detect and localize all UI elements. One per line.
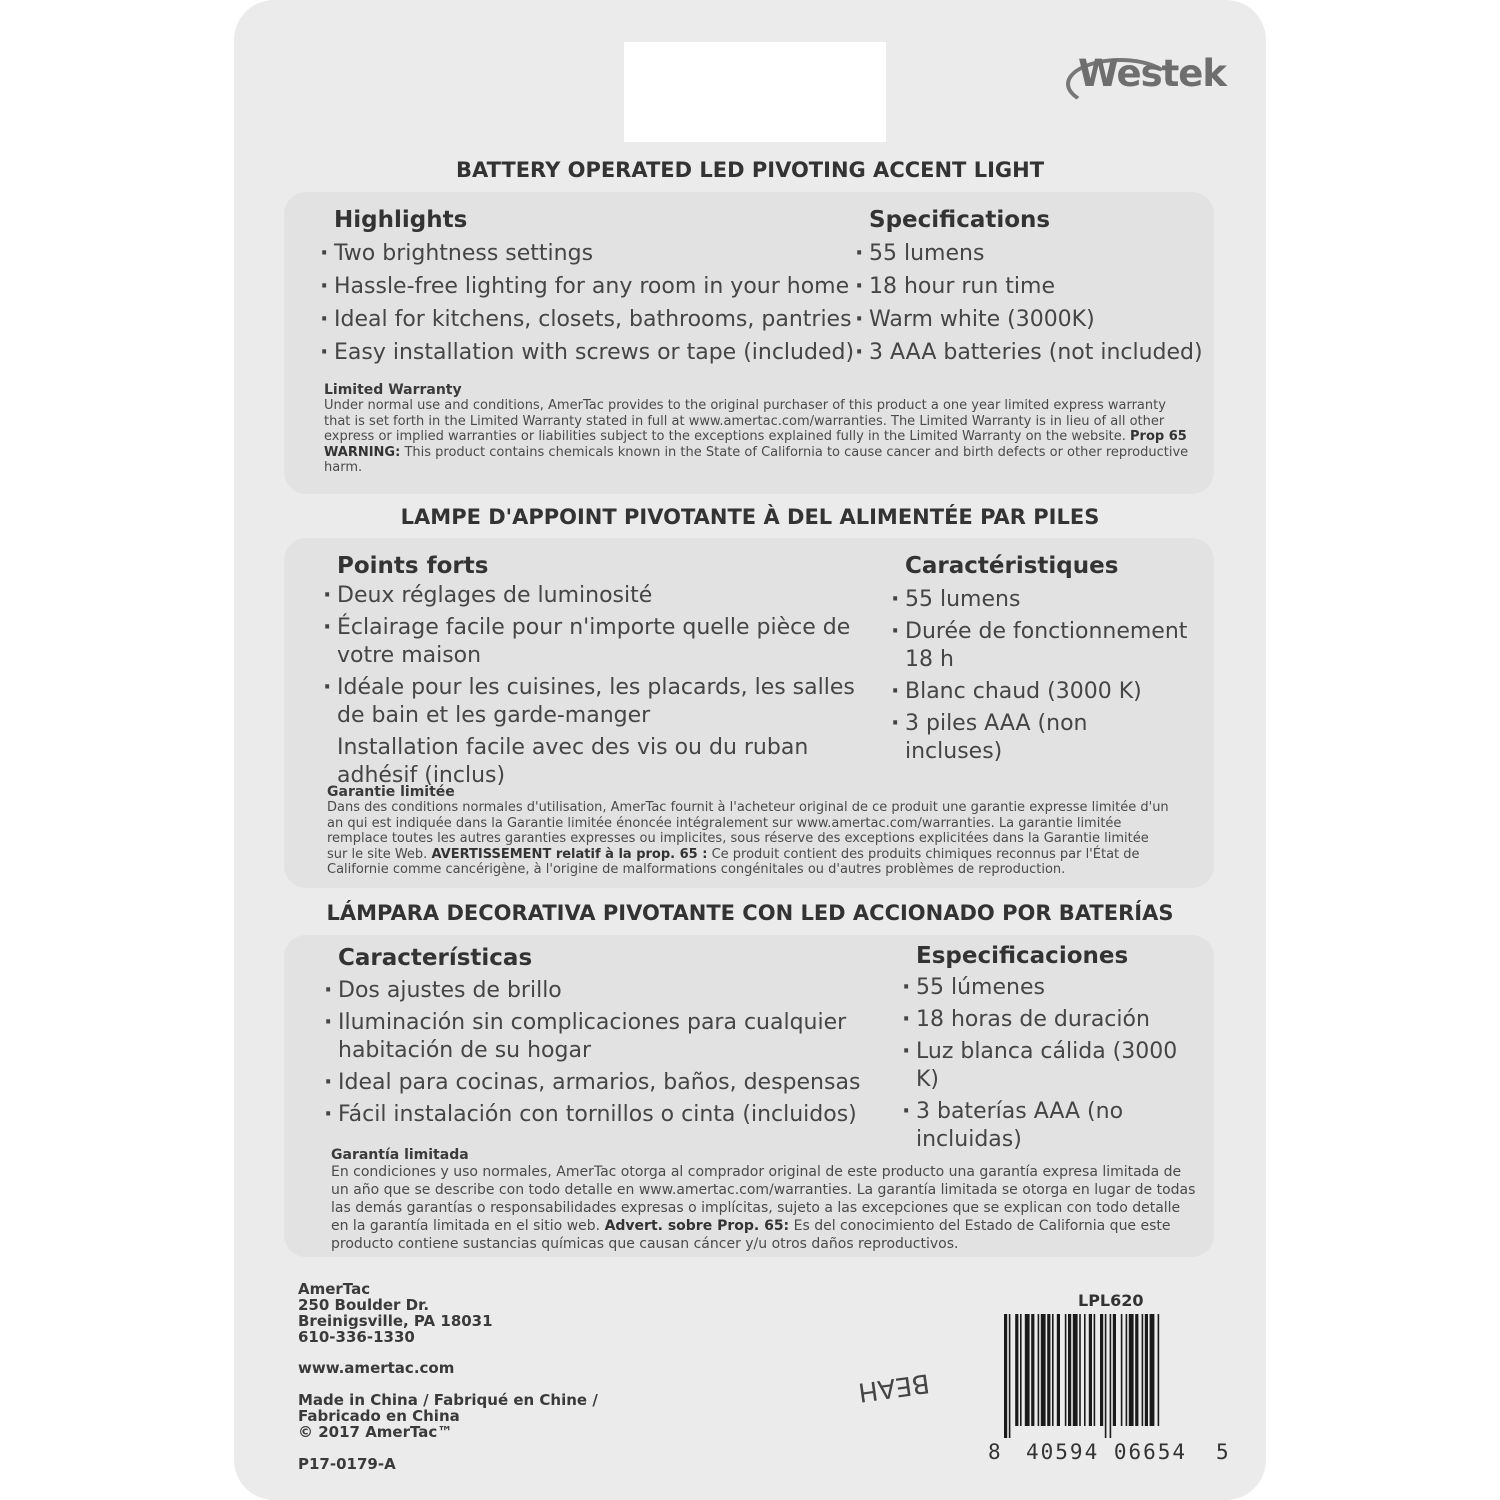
barcode-bar (1009, 1314, 1011, 1438)
barcode-bar (1068, 1314, 1071, 1426)
list-item: · 55 lúmenes (902, 974, 1202, 1002)
list-item: · Ideal para cocinas, armarios, baños, despensas (324, 1069, 884, 1097)
prop65-text: This product contains chemicals known in the State of California to cause cancer and birth defects or other reproductive harm. (324, 444, 1189, 475)
part-code: P17-0179-A (298, 1455, 396, 1473)
barcode-digits: 40594 06654 (1026, 1440, 1188, 1464)
list-item: · Iluminación sin complicaciones para cualquier habitación de su hogar (324, 1009, 884, 1065)
fr-specs-heading: Caractéristiques (905, 553, 1119, 579)
barcode-bar (1145, 1314, 1148, 1426)
list-item: · 3 baterías AAA (no incluidas) (902, 1098, 1202, 1154)
barcode-bar (1004, 1314, 1007, 1438)
barcode-bar (1073, 1314, 1078, 1426)
warranty-body: En condiciones y uso normales, AmerTac otorga al comprador original de este producto una garantía expresa limitada de un año que se describe con todo detalle en www.amertac.com/warranties. La garantía limitada se otorga en lugar de todas las demás garantías o responsabilidades expresas o implícitas, sujeto a las excepciones que se explican con todo detalle en la garantía limitada en el sitio web. (331, 1164, 1196, 1234)
list-item: · 55 lumens (855, 237, 1210, 270)
es-warranty-text (331, 1163, 1196, 1253)
list-item: · Luz blanca cálida (3000 K) (902, 1038, 1202, 1094)
hang-hole (624, 42, 886, 142)
es-title: LÁMPARA DECORATIVA PIVOTANTE CON LED ACCIONADO POR BATERÍAS (326, 901, 1174, 925)
barcode-bar (1121, 1314, 1123, 1426)
barcode-digit-first: 8 (988, 1440, 1001, 1464)
brand-logo (1062, 48, 1232, 104)
en-specs-heading: Specifications (869, 207, 1051, 233)
en-warranty-heading: Limited Warranty (324, 382, 462, 398)
barcode-bar (1135, 1314, 1138, 1426)
barcode-bar (1100, 1314, 1103, 1426)
warranty-body: Dans des conditions normales d'utilisation, AmerTac fournit à l'acheteur original de ce produit une garantie expresse limitée d'un an qui est indiquée dans la Garantie limitée énoncée intégralement sur www.amertac.com/warranties. La garantie limitée remplace toutes les autres garanties expresses ou implicites, sous réserve des exceptions explicitées dans la Garantie limitée sur le site Web. (327, 800, 1169, 862)
es-warranty-heading: Garantía limitada (331, 1147, 469, 1163)
barcode-bar (1094, 1314, 1096, 1426)
barcode-digit-last: 5 (1216, 1440, 1229, 1464)
list-item: Installation facile avec des vis ou du ruban adhésif (inclus) (337, 735, 809, 788)
brand-name: Westek (1078, 52, 1226, 95)
barcode-bar (1079, 1314, 1081, 1426)
list-item: · 55 lumens (891, 586, 1191, 614)
fr-title: LAMPE D'APPOINT PIVOTANTE À DEL ALIMENTÉE PAR PILES (400, 505, 1100, 529)
barcode-bar (1057, 1314, 1060, 1426)
warranty-body: Under normal use and conditions, AmerTac provides to the original purchaser of this product a one year limited express warranty that is set forth in the Limited Warranty stated in full at www.amertac.com/warranties. The Limited Warranty is in lieu of all other express or implied warranties or liabilities subject to the exceptions explained fully in the Limited Warranty on the website. (324, 398, 1166, 444)
list-item: · Blanc chaud (3000 K) (891, 678, 1191, 706)
es-highlights-heading: Características (338, 945, 533, 971)
list-item: · 3 AAA batteries (not included) (855, 336, 1210, 369)
list-item: · Dos ajustes de brillo (324, 977, 884, 1005)
barcode-icon (1004, 1314, 1210, 1438)
barcode-bar (1047, 1314, 1050, 1426)
origin-text (298, 1392, 598, 1440)
list-item: · Fácil instalación con tornillos o cinta (incluidos) (324, 1101, 884, 1129)
list-item: · 3 piles AAA (non incluses) (891, 710, 1191, 766)
list-item: · Two brightness settings (320, 237, 860, 270)
list-item: · 18 horas de duración (902, 1006, 1202, 1034)
barcode-bar (1084, 1314, 1086, 1426)
barcode-bar (1126, 1314, 1128, 1426)
sku-label: LPL620 (1078, 1291, 1144, 1310)
stamp-mark: BEAH (856, 1367, 932, 1407)
list-item: · Idéale pour les cuisines, les placards, les salles de bain et les garde-manger (323, 674, 863, 730)
barcode-bar (1038, 1314, 1040, 1426)
prop65-label: Prop 65 WARNING: (324, 429, 1187, 460)
prop65-label: Advert. sobre Prop. 65: (604, 1218, 790, 1234)
barcode-bar (1025, 1314, 1030, 1426)
fr-specs-list (891, 586, 1191, 770)
en-highlights-heading: Highlights (334, 207, 468, 233)
barcode-bar (1158, 1314, 1160, 1426)
list-item: · Easy installation with screws or tape (included) (320, 336, 860, 369)
address-line: AmerTac (298, 1280, 371, 1298)
list-item: · Éclairage facile pour n'importe quelle pièce de votre maison (323, 614, 863, 670)
barcode-bar (1113, 1314, 1116, 1426)
es-highlights-list (324, 977, 884, 1133)
company-address (298, 1281, 493, 1345)
list-item: · Warm white (3000K) (855, 303, 1210, 336)
list-item: · 18 hour run time (855, 270, 1210, 303)
barcode-bar (1041, 1314, 1046, 1426)
list-item: · Hassle-free lighting for any room in your home (320, 270, 860, 303)
fr-highlights-heading: Points forts (337, 553, 489, 579)
barcode-bar (1089, 1314, 1092, 1426)
address-line: Breinigsville, PA 18031 (298, 1312, 493, 1330)
fr-warranty-text (327, 800, 1172, 878)
website: www.amertac.com (298, 1359, 455, 1377)
fr-highlights-list (323, 582, 863, 794)
en-highlights-list (320, 237, 860, 369)
address-line: 610-336-1330 (298, 1328, 415, 1346)
address-line: 250 Boulder Dr. (298, 1296, 430, 1314)
barcode-bar (1142, 1314, 1144, 1426)
list-item: · Durée de fonctionnement 18 h (891, 618, 1191, 674)
origin-line: Made in China / Fabriqué en Chine / (298, 1391, 598, 1409)
barcode-bar (1015, 1314, 1018, 1426)
barcode-bar (1105, 1314, 1107, 1438)
barcode-bar (1129, 1314, 1134, 1426)
origin-line: Fabricado en China (298, 1407, 460, 1425)
barcode-bar (1031, 1314, 1034, 1426)
barcode-bar (1020, 1314, 1022, 1426)
prop65-label: AVERTISSEMENT relatif à la prop. 65 : (431, 846, 708, 862)
en-title: BATTERY OPERATED LED PIVOTING ACCENT LIGHT (455, 158, 1045, 182)
barcode-bar (1052, 1314, 1054, 1426)
barcode-bar (1110, 1314, 1112, 1438)
list-item: · Ideal for kitchens, closets, bathrooms, pantries (320, 303, 860, 336)
prop65-text: Ce produit contient des produits chimiques reconnus par l'État de Californie comme cancérigène, à l'origine de malformations congénitales ou d'autres problèmes de reproduction. (327, 846, 1140, 877)
fr-warranty-heading: Garantie limitée (327, 784, 455, 800)
es-specs-heading: Especificaciones (916, 943, 1129, 969)
list-item: · Deux réglages de luminosité (323, 582, 863, 610)
es-specs-list (902, 974, 1202, 1158)
barcode-bar (1065, 1314, 1067, 1426)
barcode-bar (1150, 1314, 1155, 1426)
prop65-text: Es del conocimiento del Estado de California que este producto contiene sustancias químicas que causan cáncer y/u otros daños reproductivos. (331, 1218, 1171, 1252)
en-specs-list (855, 237, 1210, 369)
en-warranty-text (324, 398, 1194, 476)
origin-line: © 2017 AmerTac™ (298, 1423, 453, 1441)
